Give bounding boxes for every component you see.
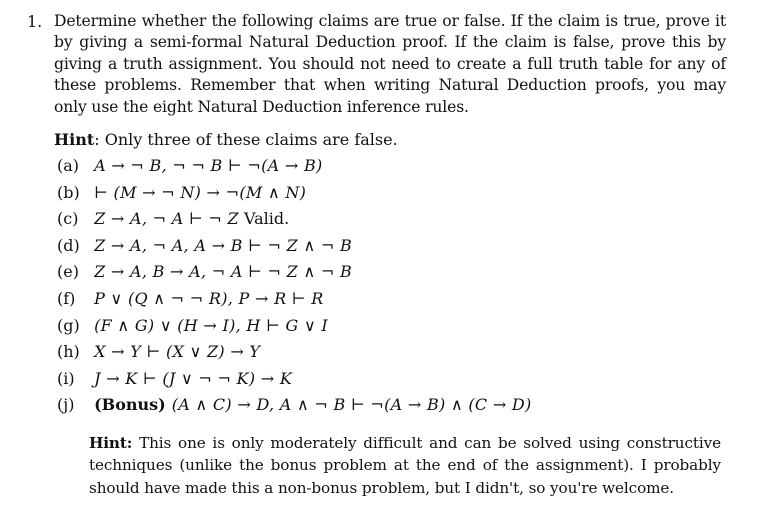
- claim-formula: Z → A, ¬ A ⊢ ¬ Z: [94, 209, 239, 229]
- claim-formula: J → K ⊢ (J ∨ ¬ ¬ K) → K: [94, 368, 293, 388]
- claim-suffix: Valid.: [238, 209, 290, 229]
- bonus-heading: (Bonus): [94, 395, 166, 415]
- claim-item-h: [57, 341, 737, 368]
- bonus-hint-text: This one is only moderately difficult and can be solved using constructive techniques (unlike the bonus problem at the end of the assignment). I probably should have made this a non-bonus problem, but I didn't, so you're welcome.: [89, 434, 721, 497]
- claim-label: (i): [57, 368, 75, 388]
- hint-label: Hint: [54, 130, 95, 149]
- claim-formula: (A ∧ C) → D, A ∧ ¬ B ⊢ ¬(A → B) ∧ (C → D): [171, 395, 532, 415]
- claim-label: (d): [57, 235, 80, 255]
- claim-formula: (F ∧ G) ∨ (H → I), H ⊢ G ∨ I: [94, 315, 329, 335]
- claim-label: (h): [57, 342, 80, 362]
- claim-label: (j): [57, 395, 75, 415]
- claim-item-c: [57, 208, 737, 235]
- claim-formula: ⊢ (M → ¬ N) → ¬(M ∧ N): [94, 182, 307, 202]
- claim-formula: A → ¬ B, ¬ ¬ B ⊢ ¬(A → B): [94, 156, 323, 175]
- claims-list: [57, 155, 737, 421]
- claim-label: (g): [57, 315, 80, 335]
- claim-item-e: [57, 261, 737, 288]
- claim-item-i: [57, 368, 737, 395]
- claim-formula: Z → A, B → A, ¬ A ⊢ ¬ Z ∧ ¬ B: [94, 262, 352, 282]
- claim-label: (b): [57, 182, 80, 202]
- claim-label: (a): [57, 156, 80, 175]
- claim-item-a: [57, 155, 737, 182]
- claim-formula: X → Y ⊢ (X ∨ Z) → Y: [94, 342, 261, 362]
- bonus-hint-label: Hint:: [89, 434, 133, 452]
- claim-item-b: [57, 182, 737, 209]
- claim-label: (f): [57, 288, 76, 308]
- claim-item-g: [57, 315, 737, 342]
- claim-formula: P ∨ (Q ∧ ¬ ¬ R), P → R ⊢ R: [94, 288, 324, 308]
- claim-label: (e): [57, 262, 79, 282]
- hint-line: [54, 129, 398, 150]
- question-number: 1.: [27, 12, 43, 31]
- bonus-hint: [89, 432, 721, 499]
- claim-formula: Z → A, ¬ A, A → B ⊢ ¬ Z ∧ ¬ B: [94, 235, 352, 255]
- claim-item-d: [57, 235, 737, 262]
- hint-text: : Only three of these claims are false.: [94, 130, 398, 149]
- claim-item-f: [57, 288, 737, 315]
- claim-label: (c): [57, 209, 79, 229]
- claim-item-j: [57, 394, 737, 421]
- question-intro: Determine whether the following claims are true or false. If the claim is true, prove it by giving a semi-formal Natural Deduction proof. If the claim is false, prove this by giving a truth assignment. You should not need to create a full truth table for any of these problems. Remember that when writing Natural Deduction proofs, you may only use the eight Natural Deduction inference rules.: [54, 12, 726, 116]
